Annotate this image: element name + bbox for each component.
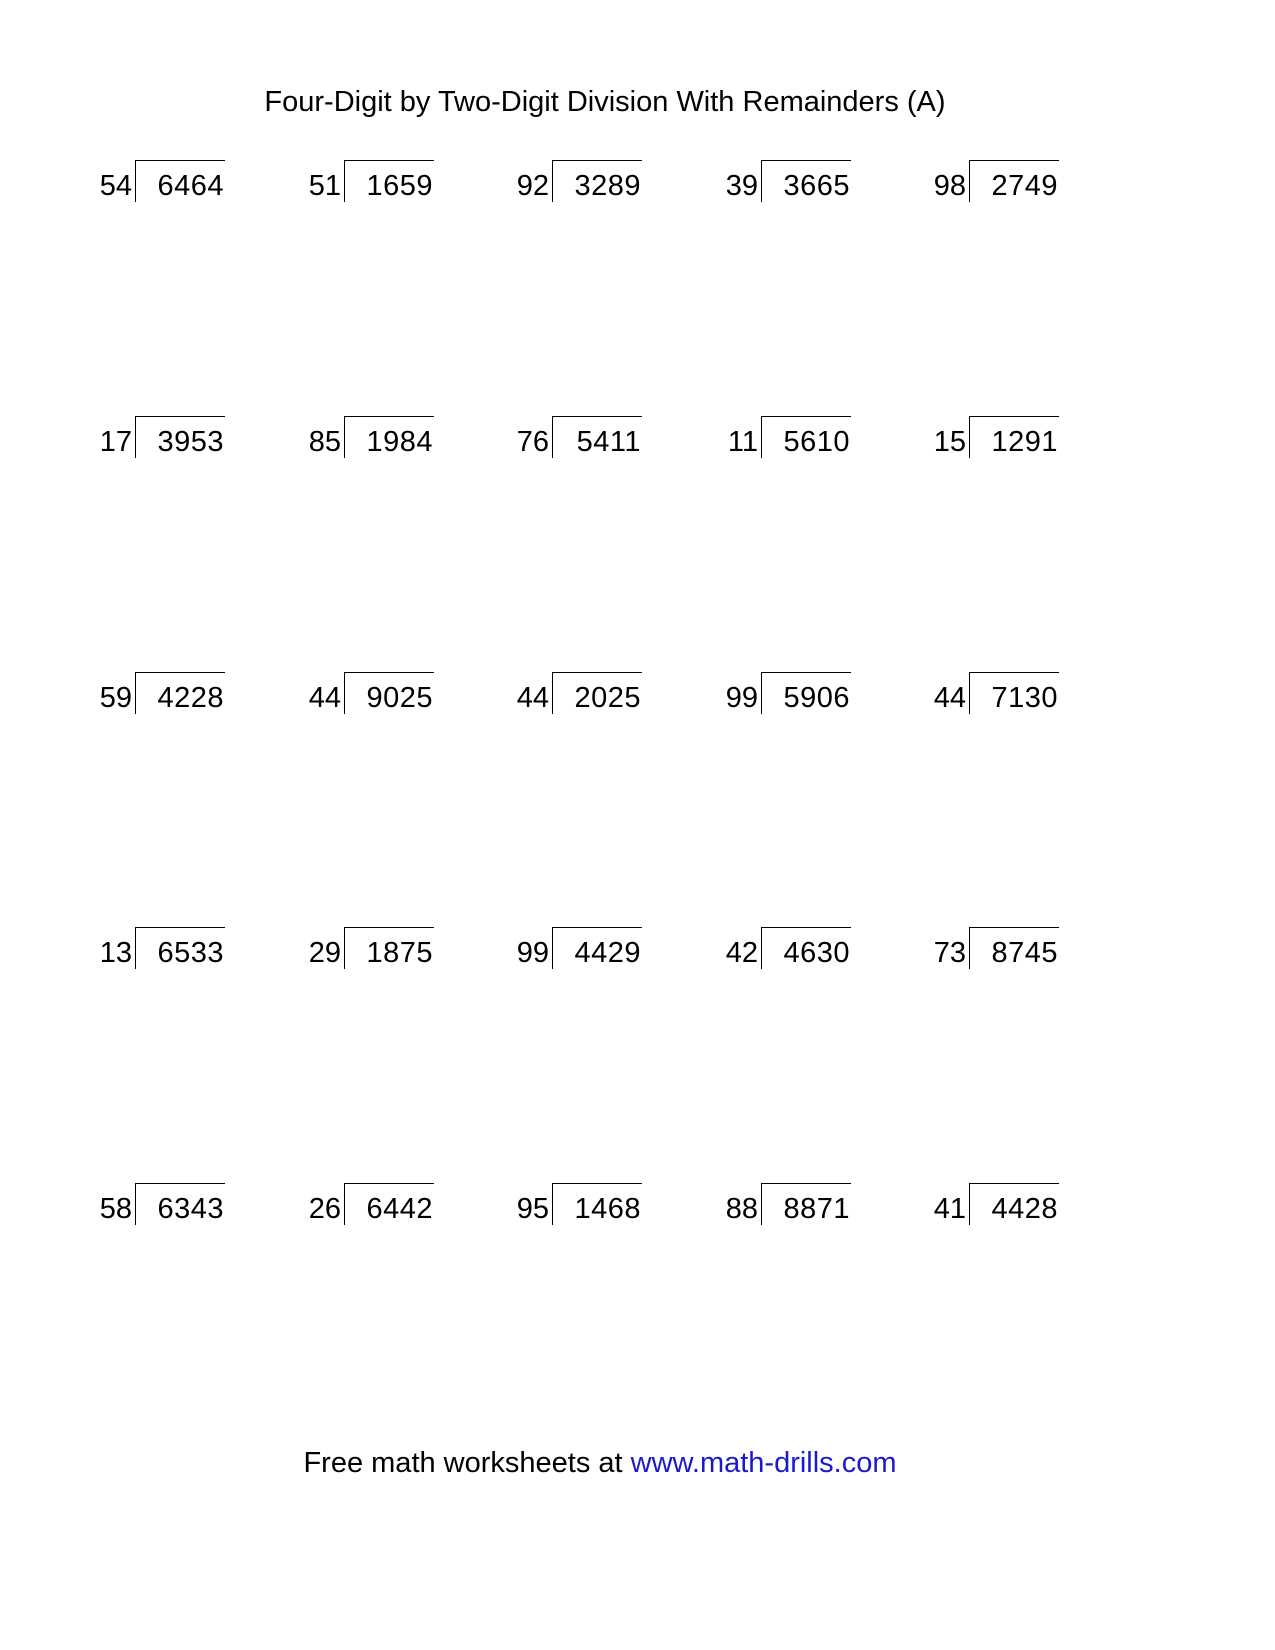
divisor: 13 <box>99 937 132 969</box>
dividend: 3953 <box>157 426 224 458</box>
dividend: 3665 <box>783 170 850 202</box>
dividend: 1468 <box>574 1193 641 1225</box>
divisor: 88 <box>725 1193 758 1225</box>
division-problem <box>98 416 298 476</box>
footer-link[interactable]: www.math-drills.com <box>630 1447 897 1479</box>
footer-text: Free math worksheets at <box>303 1447 631 1479</box>
divisor: 73 <box>933 937 966 969</box>
dividend: 4429 <box>574 937 641 969</box>
divisor: 29 <box>308 937 341 969</box>
divisor: 17 <box>99 426 132 458</box>
division-problem <box>515 927 715 987</box>
division-problem <box>307 927 507 987</box>
dividend: 5411 <box>576 426 641 458</box>
divisor: 54 <box>99 170 132 202</box>
divisor: 44 <box>308 682 341 714</box>
division-problem <box>724 416 924 476</box>
division-problem <box>98 160 298 220</box>
dividend: 6533 <box>157 937 224 969</box>
dividend: 1659 <box>366 170 433 202</box>
division-problem <box>307 1183 507 1243</box>
dividend: 1291 <box>991 426 1058 458</box>
dividend: 6343 <box>157 1193 224 1225</box>
division-problem <box>724 672 924 732</box>
worksheet-title: Four-Digit by Two-Digit Division With Remainders (A) <box>264 86 946 118</box>
division-problem <box>515 672 715 732</box>
dividend: 7130 <box>991 682 1058 714</box>
dividend: 8745 <box>991 937 1058 969</box>
division-problem <box>932 160 1132 220</box>
division-problem <box>932 1183 1132 1243</box>
divisor: 44 <box>516 682 549 714</box>
dividend: 5610 <box>783 426 850 458</box>
divisor: 39 <box>725 170 758 202</box>
dividend: 1984 <box>366 426 433 458</box>
divisor: 11 <box>727 426 758 458</box>
divisor: 95 <box>516 1193 549 1225</box>
divisor: 26 <box>308 1193 341 1225</box>
division-problem <box>515 160 715 220</box>
division-problem <box>724 927 924 987</box>
divisor: 59 <box>99 682 132 714</box>
dividend: 8871 <box>783 1193 850 1225</box>
division-problem <box>98 1183 298 1243</box>
division-problem <box>98 927 298 987</box>
divisor: 76 <box>516 426 549 458</box>
division-problem <box>307 416 507 476</box>
dividend: 6464 <box>157 170 224 202</box>
divisor: 15 <box>933 426 966 458</box>
division-problem <box>724 160 924 220</box>
divisor: 99 <box>516 937 549 969</box>
division-problem <box>932 416 1132 476</box>
division-problem <box>932 672 1132 732</box>
divisor: 41 <box>933 1193 966 1225</box>
division-problem <box>307 160 507 220</box>
dividend: 2749 <box>991 170 1058 202</box>
division-problem <box>724 1183 924 1243</box>
dividend: 4630 <box>783 937 850 969</box>
divisor: 85 <box>308 426 341 458</box>
dividend: 3289 <box>574 170 641 202</box>
dividend: 9025 <box>366 682 433 714</box>
divisor: 92 <box>516 170 549 202</box>
division-problem <box>307 672 507 732</box>
dividend: 2025 <box>574 682 641 714</box>
divisor: 51 <box>308 170 341 202</box>
division-problem <box>515 1183 715 1243</box>
footer <box>0 1445 1200 1481</box>
division-problem <box>98 672 298 732</box>
dividend: 5906 <box>783 682 850 714</box>
division-problem <box>515 416 715 476</box>
division-problem <box>932 927 1132 987</box>
dividend: 1875 <box>366 937 433 969</box>
divisor: 98 <box>933 170 966 202</box>
divisor: 99 <box>725 682 758 714</box>
dividend: 6442 <box>366 1193 433 1225</box>
divisor: 58 <box>99 1193 132 1225</box>
divisor: 44 <box>933 682 966 714</box>
dividend: 4228 <box>157 682 224 714</box>
divisor: 42 <box>725 937 758 969</box>
dividend: 4428 <box>991 1193 1058 1225</box>
